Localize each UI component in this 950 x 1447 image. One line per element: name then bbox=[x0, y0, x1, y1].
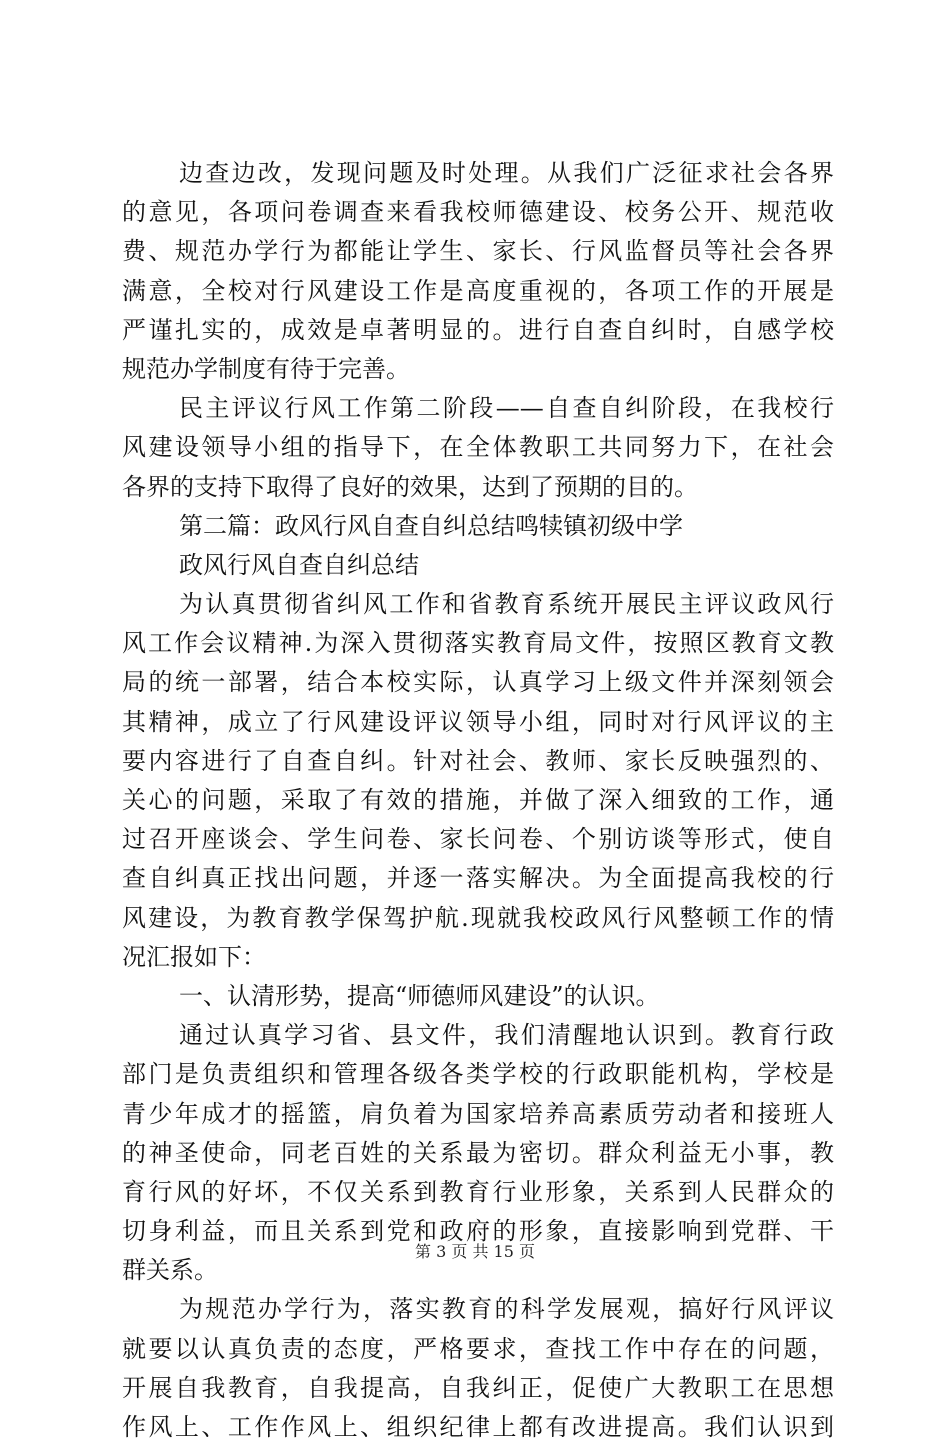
text-line: 局的统一部署，结合本校实际，认真学习上级文件并深刻领会 bbox=[122, 668, 834, 697]
text-line: 开展自我教育，自我提高，自我纠正，促使广大教职工在思想 bbox=[122, 1373, 834, 1402]
text-line: 育行风的好坏，不仅关系到教育行业形象，关系到人民群众的 bbox=[122, 1177, 834, 1206]
text-line: 政风行风自查自纠总结 bbox=[179, 550, 419, 579]
text-line: 就要以认真负责的态度，严格要求，查找工作中存在的问题， bbox=[122, 1334, 834, 1363]
text-line: 费、规范办学行为都能让学生、家长、行风监督员等社会各界 bbox=[122, 237, 834, 266]
text-line: 况汇报如下： bbox=[122, 942, 266, 971]
text-line: 边查边改，发现问题及时处理。从我们广泛征求社会各界 bbox=[179, 159, 834, 187]
text-line: 严谨扎实的，成效是卓著明显的。进行自查自纠时，自感学校 bbox=[122, 315, 834, 344]
text-line: 通过认真学习省、县文件，我们清醒地认识到。教育行政 bbox=[179, 1021, 834, 1050]
text-line: 切身利益，而且关系到党和政府的形象，直接影响到党群、干 bbox=[122, 1217, 834, 1246]
text-line: 为规范办学行为，落实教育的科学发展观，搞好行风评议 bbox=[179, 1295, 834, 1324]
text-line: 关心的问题，采取了有效的措施，并做了深入细致的工作，通 bbox=[122, 786, 834, 814]
text-line: 各界的支持下取得了良好的效果，达到了预期的目的。 bbox=[122, 472, 698, 501]
text-line: 为认真贯彻省纠风工作和省教育系统开展民主评议政风行 bbox=[179, 590, 834, 619]
text-line: 风建设，为教育教学保驾护航.现就我校政风行风整顿工作的情 bbox=[122, 903, 834, 932]
text-line: 要内容进行了自查自纠。针对社会、教师、家长反映强烈的、 bbox=[122, 746, 834, 775]
text-line: 风工作会议精神.为深入贯彻落实教育局文件，按照区教育文教 bbox=[122, 629, 834, 658]
text-line: 满意，全校对行风建设工作是高度重视的，各项工作的开展是 bbox=[122, 276, 834, 305]
text-line: 青少年成才的摇篮，肩负着为国家培养高素质劳动者和接班人 bbox=[122, 1099, 834, 1128]
text-line: 的意见，各项问卷调查来看我校师德建设、校务公开、规范收 bbox=[122, 198, 834, 227]
text-line: 部门是负责组织和管理各级各类学校的行政职能机构，学校是 bbox=[122, 1060, 834, 1089]
text-line: 民主评议行风工作第二阶段——自查自纠阶段，在我校行 bbox=[179, 394, 834, 423]
text-line: 其精神，成立了行风建设评议领导小组，同时对行风评议的主 bbox=[122, 707, 834, 736]
text-line: 过召开座谈会、学生问卷、家长问卷、个别访谈等形式，使自 bbox=[122, 825, 834, 854]
text-line: 一、认清形势，提高“师德师风建设”的认识。 bbox=[179, 981, 660, 1010]
text-line: 的神圣使命，同老百姓的关系最为密切。群众利益无小事，教 bbox=[122, 1138, 834, 1167]
text-line: 群关系。 bbox=[122, 1256, 218, 1285]
page-footer: 第 3 页 共 15 页 bbox=[415, 1242, 535, 1261]
text-line: 作风上、工作作风上、组织纪律上都有改进提高。我们认识到 bbox=[122, 1413, 834, 1441]
text-line: 风建设领导小组的指导下，在全体教职工共同努力下，在社会 bbox=[122, 433, 834, 462]
text-line: 第二篇：政风行风自查自纠总结鸣犊镇初级中学 bbox=[179, 511, 683, 540]
text-line: 规范办学制度有待于完善。 bbox=[122, 354, 410, 383]
text-line: 查自纠真正找出问题，并逐一落实解决。为全面提高我校的行 bbox=[122, 864, 834, 893]
